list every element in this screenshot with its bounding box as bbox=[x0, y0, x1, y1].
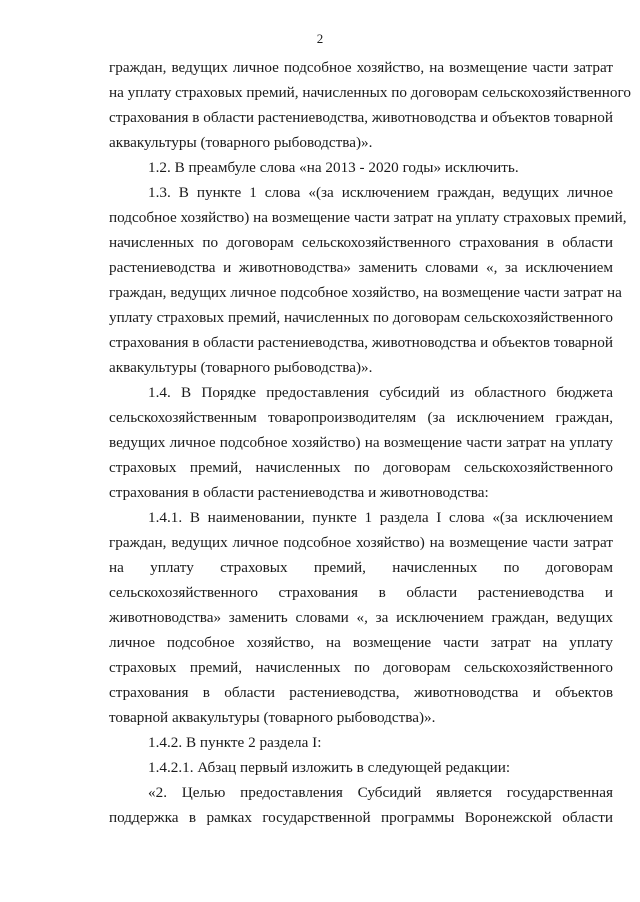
text-line: граждан, ведущих личное подсобное хозяйство) на возмещение части затрат bbox=[109, 534, 613, 551]
text-line: граждан, ведущих личное подсобное хозяйство, на возмещение части затрат на bbox=[109, 284, 622, 301]
text-line: подсобное хозяйство) на возмещение части затрат на уплату страховых премий, bbox=[109, 209, 627, 226]
text-line: на уплату страховых премий, начисленных по договорам bbox=[109, 559, 613, 576]
text-line: 1.4.2.1. Абзац первый изложить в следующей редакции: bbox=[148, 759, 511, 776]
text-line: товарной аквакультуры (товарного рыбоводства)». bbox=[109, 709, 436, 726]
text-line: растениеводства и животноводства» заменить словами «, за исключением bbox=[109, 259, 613, 276]
text-line: страхования в области растениеводства, животноводства и объектов товарной bbox=[109, 334, 613, 351]
text-line: начисленных по договорам сельскохозяйственного страхования в области bbox=[109, 234, 613, 251]
para-quote bbox=[109, 780, 613, 830]
text-line: аквакультуры (товарного рыбоводства)». bbox=[109, 359, 373, 376]
text-line: на уплату страховых премий, начисленных по договорам сельскохозяйственного bbox=[109, 84, 631, 101]
text-line: 1.2. В преамбуле слова «на 2013 - 2020 годы» исключить. bbox=[148, 159, 519, 176]
text-line: поддержка в рамках государственной программы Воронежской области bbox=[109, 809, 613, 826]
text-line: ведущих личное подсобное хозяйство) на возмещение части затрат на уплату bbox=[109, 434, 613, 451]
text-line: страхования в области растениеводства, животноводства и объектов bbox=[109, 684, 613, 701]
text-line: страхования в области растениеводства, животноводства и объектов товарной bbox=[109, 109, 613, 126]
text-line: животноводства» заменить словами «, за исключением граждан, ведущих bbox=[109, 609, 613, 626]
page-number: 2 bbox=[316, 31, 324, 46]
text-line: сельскохозяйственным товаропроизводителям (за исключением граждан, bbox=[109, 409, 613, 426]
para-1-4-2 bbox=[109, 730, 613, 755]
para-continuation bbox=[109, 55, 631, 155]
text-line: страхования в области растениеводства и животноводства: bbox=[109, 484, 489, 501]
para-1-4-1 bbox=[109, 505, 613, 730]
document-body bbox=[109, 55, 631, 830]
text-line: 1.4. В Порядке предоставления субсидий из областного бюджета bbox=[148, 384, 613, 401]
text-line: страховых премий, начисленных по договорам сельскохозяйственного bbox=[109, 659, 613, 676]
text-line: 1.4.2. В пункте 2 раздела I: bbox=[148, 734, 322, 751]
text-line: 1.3. В пункте 1 слова «(за исключением граждан, ведущих личное bbox=[148, 184, 613, 201]
text-line: сельскохозяйственного страхования в области растениеводства и bbox=[109, 584, 613, 601]
text-line: страховых премий, начисленных по договорам сельскохозяйственного bbox=[109, 459, 613, 476]
para-1-3 bbox=[109, 180, 627, 380]
para-1-4-2-1 bbox=[109, 755, 613, 780]
text-line: личное подсобное хозяйство, на возмещение части затрат на уплату bbox=[109, 634, 613, 651]
para-1-2 bbox=[109, 155, 613, 180]
text-line: уплату страховых премий, начисленных по договорам сельскохозяйственного bbox=[109, 309, 613, 326]
text-line: граждан, ведущих личное подсобное хозяйство, на возмещение части затрат bbox=[109, 59, 613, 76]
para-1-4 bbox=[109, 380, 613, 505]
text-line: «2. Целью предоставления Субсидий является государственная bbox=[148, 784, 613, 801]
text-line: аквакультуры (товарного рыбоводства)». bbox=[109, 134, 373, 151]
text-line: 1.4.1. В наименовании, пункте 1 раздела I слова «(за исключением bbox=[148, 509, 613, 526]
